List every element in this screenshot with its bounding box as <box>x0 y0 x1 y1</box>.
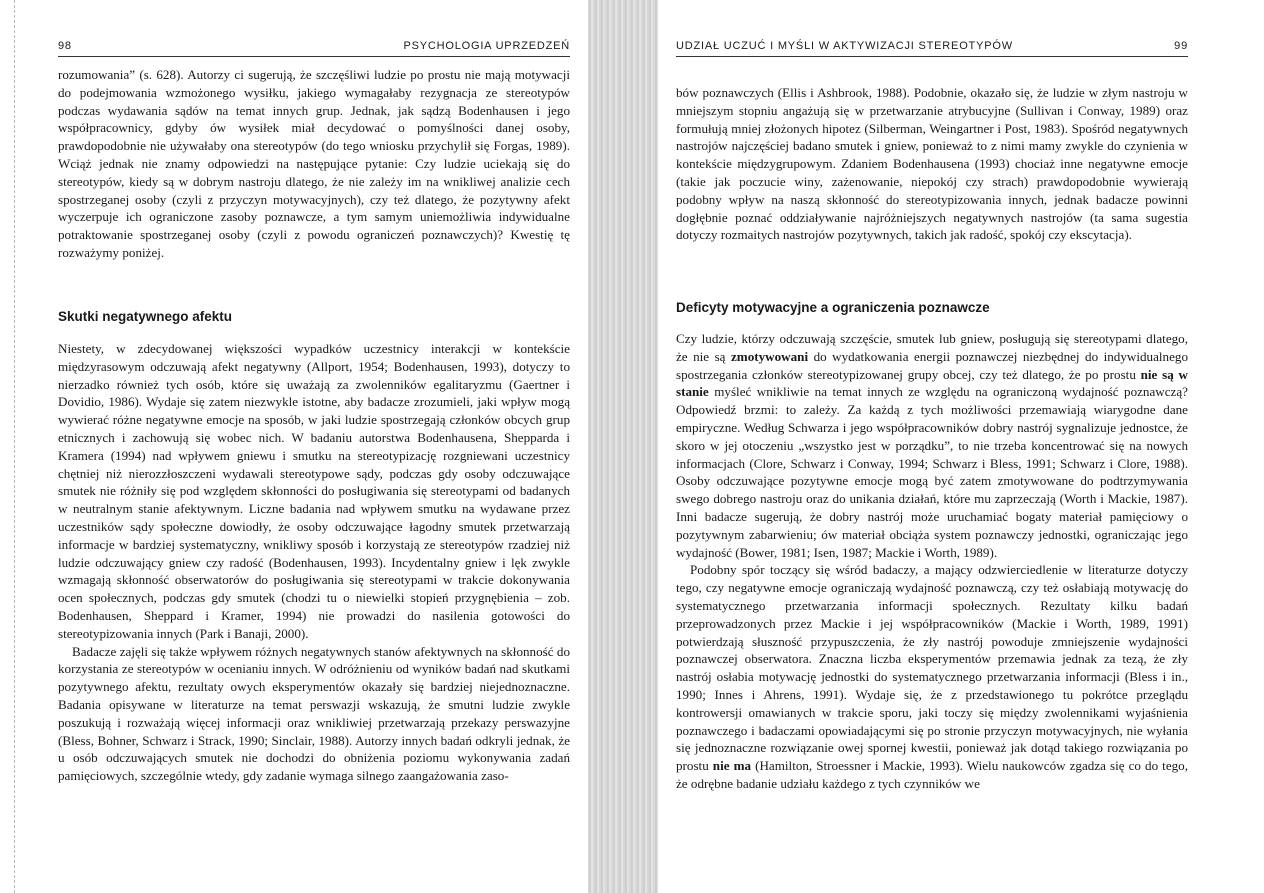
running-header <box>676 38 1188 57</box>
text-run: do wydatkowania energii poznawczej niezbędnej do indywidualnego spostrzegania członków stereotypizowanej grupy obcej, czy też dlatego, że po prostu <box>676 348 1188 382</box>
section-heading: Skutki negatywnego afektu <box>58 309 233 324</box>
page-number: 99 <box>1174 40 1188 52</box>
bold-emphasis: nie ma <box>712 758 752 774</box>
paragraph: Niestety, w zdecydowanej większości wypadków uczestnicy interakcji w kontekście międzyrasowym odczuwają afekt negatywny (Allport, 1954; Bodenhausen, 1993), dotyczy to nierzadko również tych osób, które się uważają za zwolenników egalitaryzmu (Gaertner i Dovidio, 1986). Wydaje się zatem niezwykle istotne, aby badacze zrozumieli, jaki wpływ mogą wywierać różne negatywne emocje na sposób, w jaki ludzie spostrzegają członków obcych grup etnicznych i zachowują się wobec nich. W badaniu autorstwa Bodenhausena, Shepparda i Kramera (1994) nad wpływem gniewu i smutku na stereotypizację rozgniewani uczestnicy chętniej niż nierozzłoszczeni wydawali stereotypowe sądy, podczas gdy osoby odczuwające smutek nie różniły się pod względem skłonności do posługiwania się stereotypami od badanych w neutralnym stanie afektywnym. Liczne badania nad wpływem smutku na wydawane przez uczestników sądy społeczne dowiodły, że osoby odczuwające łagodny smutek przetwarzają informacje w bardziej systematyczny, wnikliwy sposób i korzystają ze stereotypów rzadziej niż ludzie odczuwający gniew czy radość (Bodenhausen, 1993). Incydentalny gniew i lęk zwykle wzmagają skłonność obserwatorów do posługiwania się stereotypami w trakcie dokonywania ocen społecznych, podczas gdy smutek (chodzi tu o niewielki stopień przygnębienia – zob. Bodenhausen, Sheppard i Kramer, 1994) nie prowadzi do nasilenia gotowości do stereotypizowania innych (Park i Banaji, 2000). <box>58 341 570 641</box>
running-header <box>58 38 570 57</box>
text-block-section <box>58 340 570 785</box>
book-spine-shadow <box>588 0 658 893</box>
running-title: PSYCHOLOGIA UPRZEDZEŃ <box>403 40 570 52</box>
paragraph: rozumowania” (s. 628). Autorzy ci sugerują, że szczęśliwi ludzie po prostu nie mają motywacji do podejmowania wzmożonego wysiłku, jakiego wymagałaby rezygnacja ze stereotypów podczas wydawania sądów na temat innych grup. Jednak, jak sądzą Bodenhausen i jego współpracownicy, gdyby ów wysiłek miał decydować o pomyślności danej osoby, prawdopodobnie nie używałaby ona stereotypów (do tego wniosku przychylił się Forgas, 1989). Wciąż jednak nie znamy odpowiedzi na następujące pytanie: Czy ludzie uciekają się do stereotypów, kiedy są w dobrym nastroju dlatego, że nie zależy im na wnikliwej analizie cech spostrzeganej osoby (czyli z przyczyn motywacyjnych), czy też dlatego, że pozytywny afekt wyczerpuje ich ograniczone zasoby poznawcze, a tym samym uniemożliwia indywidualne potraktowanie spostrzeganej osoby (czyli z powodu ograniczeń poznawczych)? Kwestię tę rozważymy poniżej. <box>58 67 570 260</box>
bold-emphasis: nie są w stanie <box>676 366 1188 400</box>
page-number: 98 <box>58 40 72 52</box>
paragraph: bów poznawczych (Ellis i Ashbrook, 1988). Podobnie, okazało się, że ludzie w złym nastroju w mniejszym stopniu angażują się w przetwarzanie atrybucyjne (Sullivan i Conway, 1989) oraz formułują mniej złożonych hipotez (Silberman, Weingartner i Post, 1983). Spośród negatywnych nastrojów najczęściej badano smutek i gniew, ponieważ to z nimi mamy zwykle do czynienia w kontekście międzygrupowym. Zdaniem Bodenhausena (1993) chociaż inne negatywne emocje (takie jak poczucie winy, zażenowanie, niepokój czy strach) prawdopodobnie wywierają podobny wpływ na naszą skłonność do stereotypizowania innych, jednak badacze powinni dogłębnie poznać oddziaływanie najróżniejszych negatywnych nastrojów (ta sama sugestia dotyczy rozmaitych nastrojów pozytywnych, takich jak radość, spokój czy ekscytacja). <box>676 85 1188 243</box>
left-page <box>58 0 570 893</box>
text-block-section <box>676 330 1188 793</box>
text-run: Podobny spór toczący się wśród badaczy, a mający odzwierciedlenie w literaturze dotyczy tego, czy negatywne emocje ograniczają wydajność poznawczą, czy też osłabiają motywację do systematycznego przetwarzania informacji społecznych. Rezultaty kilku badań przeprowadzonych przez Mackie i jej współpracowników (Mackie i Worth, 1989, 1991) potwierdzają słuszność przypuszczenia, że zły nastrój powoduje zmniejszenie wydajności poznawczej obserwatora. Znaczna liczba eksperymentów przemawia jednak za tezą, że zły nastrój osłabia motywację jednostki do systematycznego przetwarzania informacji (Bless i in., 1990; Innes i Ahrens, 1991). Wydaje się, że z przedstawionego tu pokrótce przeglądu kontrowersji omawianych w trakcie sporu, jaki toczy się między zwolennikami wyjaśnienia poznawczego i badaczami opowiadającymi się po stronie przyczyn motywacyjnych, nie wyłania się jednoznaczne rozwiązanie owej spornej kwestii, ponieważ jak dotąd takiego rozwiązania po prostu <box>676 562 1188 774</box>
text-block-intro <box>58 66 570 262</box>
paragraph <box>676 330 1188 561</box>
paragraph <box>676 561 1188 792</box>
running-title: UDZIAŁ UCZUĆ I MYŚLI W AKTYWIZACJI STEREOTYPÓW <box>676 40 1013 52</box>
text-run: myśleć wnikliwie na temat innych ze względu na ograniczoną wydajność poznawczą? Odpowiedź brzmi: to zależy. Za każdą z tych możliwości przemawiają wiarygodne dane empiryczne. Według Schwarza i jego współpracowników dobry nastrój sygnalizuje jednostce, że skoro w jej otoczeniu „wszystko jest w porządku”, to nie trzeba koncentrować się na nowych informacjach (Clore, Schwarz i Conway, 1994; Schwarz i Bless, 1991; Schwarz i Clore, 1988). Osoby odczuwające pozytywne emocje mogą być zatem zmotywowane do podtrzymywania swego dobrego nastroju oraz do unikania działań, które mu zaprzeczają (Worth i Mackie, 1987). Inni badacze sugerują, że dobry nastrój może uruchamiać bogaty materiał pamięciowy o pozytywnym zabarwieniu; ów materiał obciąża system poznawczy jednostki, ograniczając jego wydajność (Bower, 1981; Isen, 1987; Mackie i Worth, 1989). <box>676 384 1188 560</box>
text-run: Czy ludzie, którzy odczuwają szczęście, smutek lub gniew, posługują się stereotypami dlatego, że nie są <box>676 331 1188 364</box>
text-run: (Hamilton, Stroessner i Mackie, 1993). Wielu naukowców zgadza się co do tego, że odrębne badanie udziału każdego z tych czynników we <box>676 758 1188 791</box>
scan-left-edge <box>0 0 15 893</box>
text-block-intro <box>676 84 1188 244</box>
bold-emphasis: zmotywowani <box>730 348 809 364</box>
section-heading: Deficyty motywacyjne a ograniczenia poznawcze <box>676 300 990 315</box>
paragraph: Badacze zajęli się także wpływem różnych negatywnych stanów afektywnych na skłonność do korzystania ze stereotypów w ocenianiu innych. W odróżnieniu od wyników badań nad skutkami pozytywnego afektu, rezultaty owych eksperymentów okazały się bardziej niejednoznaczne. Badania opisywane w literaturze na temat perswazji wskazują, że smutni ludzie zwykle poszukują i rozważają więcej informacji oraz wnikliwiej przetwarzają przekazy perswazyjne (Bless, Bohner, Schwarz i Strack, 1990; Sinclair, 1988). Autorzy innych badań odkryli jednak, że u osób odczuwających smutek nie dochodzi do obniżenia poziomu wykonywania zadań pamięciowych, szczególnie wtedy, gdy zadanie wymaga silnego zaangażowania zaso- <box>58 643 570 784</box>
right-page <box>676 0 1188 893</box>
